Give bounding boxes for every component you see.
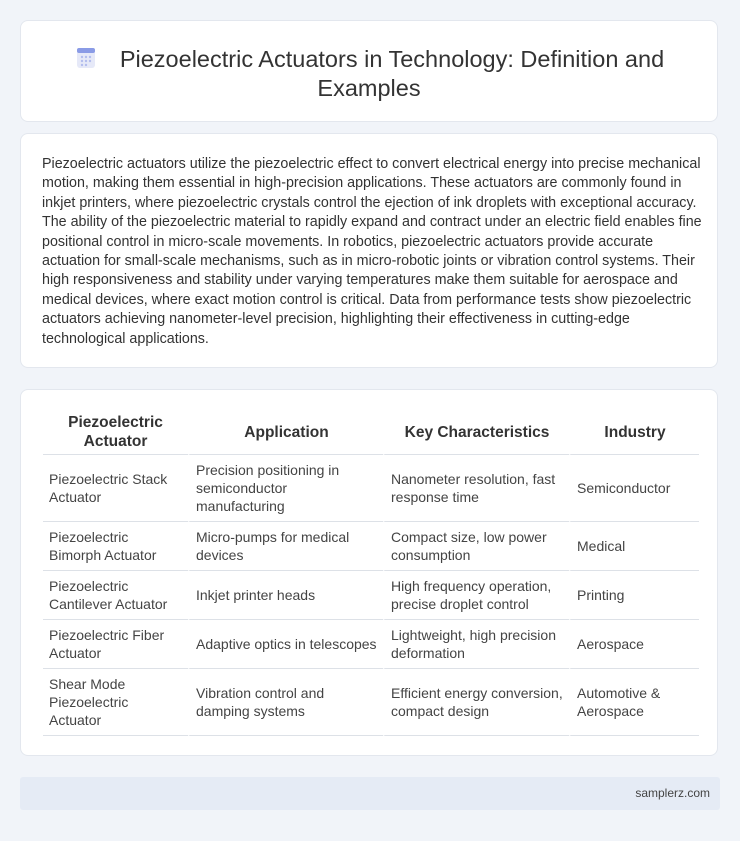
table-row bbox=[43, 620, 699, 669]
table-cell: Nanometer resolution, fast response time bbox=[383, 455, 569, 522]
table-row bbox=[43, 571, 699, 620]
page-title bbox=[21, 45, 717, 103]
table-cell: Inkjet printer heads bbox=[188, 571, 383, 620]
document-icon bbox=[74, 46, 98, 70]
column-header: Application bbox=[188, 409, 383, 455]
table-cell: Adaptive optics in telescopes bbox=[188, 620, 383, 669]
intro-card bbox=[20, 133, 718, 368]
table-cell: Medical bbox=[569, 522, 699, 571]
column-header: Key Characteristics bbox=[383, 409, 569, 455]
table-card bbox=[20, 389, 718, 756]
footer-site-link[interactable]: samplerz.com bbox=[635, 786, 710, 800]
table-row bbox=[43, 455, 699, 522]
table-cell: Piezoelectric Bimorph Actuator bbox=[43, 522, 188, 571]
table-cell: Piezoelectric Cantilever Actuator bbox=[43, 571, 188, 620]
table-cell: Lightweight, high precision deformation bbox=[383, 620, 569, 669]
table-cell: Aerospace bbox=[569, 620, 699, 669]
table-cell: Micro-pumps for medical devices bbox=[188, 522, 383, 571]
column-header: Piezoelectric Actuator bbox=[43, 409, 188, 455]
table-header-row bbox=[43, 409, 699, 455]
column-header: Industry bbox=[569, 409, 699, 455]
table-cell: Piezoelectric Fiber Actuator bbox=[43, 620, 188, 669]
table-cell: Vibration control and damping systems bbox=[188, 669, 383, 736]
table-cell: Shear Mode Piezoelectric Actuator bbox=[43, 669, 188, 736]
actuator-table bbox=[43, 409, 699, 736]
page-title-text: Piezoelectric Actuators in Technology: Definition and Examples bbox=[119, 46, 665, 101]
table-cell: Compact size, low power consumption bbox=[383, 522, 569, 571]
table-cell: High frequency operation, precise droplet control bbox=[383, 571, 569, 620]
table-row bbox=[43, 522, 699, 571]
title-card bbox=[20, 20, 718, 122]
table-cell: Efficient energy conversion, compact design bbox=[383, 669, 569, 736]
table-cell: Printing bbox=[569, 571, 699, 620]
intro-paragraph: Piezoelectric actuators utilize the piezoelectric effect to convert electrical energy into precise mechanical motion, making them essential in high-precision applications. These actuators are commonly found in inkjet printers, where piezoelectric crystals control the ejection of ink droplets with exceptional accuracy. The ability of the piezoelectric material to rapidly expand and contract under an electric field enables fine positional control in micro-scale movements. In robotics, piezoelectric actuators provide accurate actuation for small-scale mechanisms, such as in micro-robotic joints or vibration control systems. Their high responsiveness and stability under varying temperatures make them suitable for aerospace and medical devices, where exact motion control is critical. Data from performance tests show piezoelectric actuators achieving nanometer-level precision, highlighting their effectiveness in cutting-edge technological applications. bbox=[42, 156, 702, 347]
table-cell: Piezoelectric Stack Actuator bbox=[43, 455, 188, 522]
table-row bbox=[43, 669, 699, 736]
table-cell: Precision positioning in semiconductor manufacturing bbox=[188, 455, 383, 522]
table-cell: Semiconductor bbox=[569, 455, 699, 522]
table-cell: Automotive & Aerospace bbox=[569, 669, 699, 736]
footer-bar bbox=[20, 777, 720, 810]
